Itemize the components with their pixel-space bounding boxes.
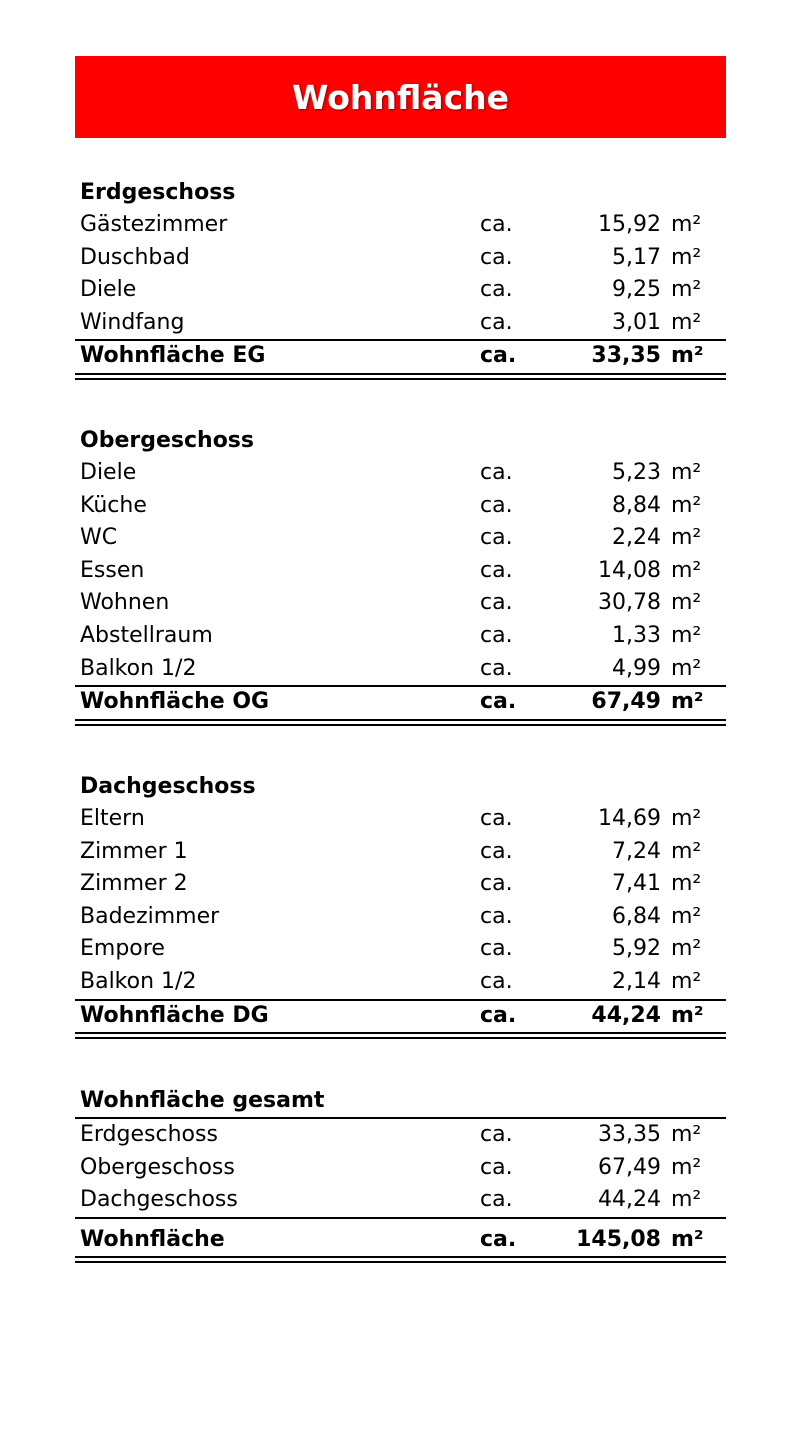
table-row: [75, 966, 726, 999]
approx-label: ca.: [480, 1226, 517, 1252]
area-unit: m²: [671, 968, 702, 994]
floor-name: Erdgeschoss: [80, 1122, 218, 1147]
room-name: Zimmer 1: [80, 838, 188, 864]
area-value: 7,41: [612, 871, 661, 897]
approx-label: ca.: [480, 525, 513, 551]
total-row: [75, 685, 726, 718]
area-unit: m²: [671, 936, 702, 962]
room-name: Windfang: [80, 309, 185, 335]
area-unit: m²: [671, 590, 702, 616]
area-value: 6,84: [612, 903, 661, 929]
table-row: [75, 803, 726, 836]
floor-name: Dachgeschoss: [80, 1187, 238, 1213]
area-unit: m²: [671, 1002, 704, 1028]
approx-label: ca.: [480, 212, 513, 237]
area-unit: m²: [671, 655, 702, 681]
room-name: Balkon 1/2: [80, 968, 197, 994]
area-unit: m²: [671, 343, 704, 369]
area-unit: m²: [671, 492, 702, 518]
approx-label: ca.: [480, 277, 513, 303]
floor-name: Obergeschoss: [80, 1154, 235, 1180]
area-unit: m²: [671, 557, 702, 583]
area-value: 5,23: [612, 460, 661, 485]
approx-label: ca.: [480, 1002, 517, 1028]
approx-label: ca.: [480, 492, 513, 518]
section-heading: Wohnfläche gesamt: [80, 1088, 325, 1113]
total-label: Wohnfläche: [80, 1226, 225, 1252]
table-row: [75, 522, 726, 555]
grand-total-row: [75, 1217, 726, 1255]
area-unit: m²: [671, 525, 702, 551]
table-row: [75, 587, 726, 620]
table-row: [75, 868, 726, 901]
approx-label: ca.: [480, 871, 513, 897]
total-label: Wohnfläche OG: [80, 689, 270, 715]
area-value: 5,17: [612, 244, 661, 270]
area-value: 67,49: [598, 1154, 661, 1180]
room-name: Küche: [80, 492, 147, 518]
section-obergeschoss: [75, 425, 726, 726]
area-value: 3,01: [612, 309, 661, 335]
approx-label: ca.: [480, 590, 513, 616]
area-unit: m²: [671, 806, 702, 831]
room-name: Eltern: [80, 806, 145, 831]
area-unit: m²: [671, 903, 702, 929]
room-name: Empore: [80, 936, 165, 962]
area-unit: m²: [671, 277, 702, 303]
approx-label: ca.: [480, 309, 513, 335]
area-unit: m²: [671, 212, 702, 237]
total-label: Wohnfläche EG: [80, 343, 266, 369]
area-value: 2,14: [612, 968, 661, 994]
room-name: Balkon 1/2: [80, 655, 197, 681]
table-row: [75, 653, 726, 686]
room-name: Diele: [80, 277, 137, 303]
room-name: Badezimmer: [80, 903, 220, 929]
area-unit: m²: [671, 689, 704, 715]
total-value: 67,49: [591, 689, 661, 715]
approx-label: ca.: [480, 806, 513, 831]
total-value: 145,08: [576, 1226, 661, 1252]
area-value: 14,69: [598, 806, 661, 831]
table-row: [75, 1184, 726, 1217]
double-rule: [75, 719, 726, 726]
area-unit: m²: [671, 1226, 704, 1252]
area-value: 8,84: [612, 492, 661, 518]
approx-label: ca.: [480, 968, 513, 994]
area-value: 4,99: [612, 655, 661, 681]
total-value: 33,35: [591, 343, 661, 369]
area-value: 7,24: [612, 838, 661, 864]
table-row: [75, 836, 726, 869]
table-row: [75, 457, 726, 490]
area-unit: m²: [671, 1154, 702, 1180]
area-value: 15,92: [598, 212, 661, 237]
approx-label: ca.: [480, 936, 513, 962]
double-rule: [75, 373, 726, 380]
table-row: [75, 307, 726, 340]
room-name: Abstellraum: [80, 622, 213, 648]
total-row: [75, 999, 726, 1032]
area-unit: m²: [671, 1122, 702, 1147]
total-row: [75, 339, 726, 372]
title-banner: [75, 56, 726, 138]
area-value: 44,24: [598, 1187, 661, 1213]
area-value: 1,33: [612, 622, 661, 648]
area-unit: m²: [671, 838, 702, 864]
page-title: Wohnfläche: [291, 77, 510, 117]
area-unit: m²: [671, 244, 702, 270]
room-name: Zimmer 2: [80, 871, 188, 897]
approx-label: ca.: [480, 460, 513, 485]
approx-label: ca.: [480, 903, 513, 929]
table-row: [75, 1152, 726, 1185]
table-row: [75, 209, 726, 242]
room-name: Diele: [80, 460, 137, 485]
approx-label: ca.: [480, 1154, 513, 1180]
approx-label: ca.: [480, 622, 513, 648]
approx-label: ca.: [480, 557, 513, 583]
approx-label: ca.: [480, 244, 513, 270]
room-name: Duschbad: [80, 244, 190, 270]
section-heading: Erdgeschoss: [80, 180, 236, 205]
table-row: [75, 490, 726, 523]
table-row: [75, 242, 726, 275]
approx-label: ca.: [480, 689, 517, 715]
section-dachgeschoss: [75, 771, 726, 1039]
approx-label: ca.: [480, 838, 513, 864]
area-unit: m²: [671, 460, 702, 485]
room-name: Gästezimmer: [80, 212, 228, 237]
room-name: Essen: [80, 557, 145, 583]
table-row: [75, 620, 726, 653]
area-unit: m²: [671, 871, 702, 897]
area-unit: m²: [671, 622, 702, 648]
approx-label: ca.: [480, 1187, 513, 1213]
table-row: [75, 274, 726, 307]
table-row: [75, 555, 726, 588]
section-heading: Dachgeschoss: [80, 774, 256, 799]
total-value: 44,24: [591, 1002, 661, 1028]
area-unit: m²: [671, 309, 702, 335]
approx-label: ca.: [480, 1122, 513, 1147]
room-name: Wohnen: [80, 590, 170, 616]
double-rule: [75, 1032, 726, 1039]
area-value: 33,35: [598, 1122, 661, 1147]
approx-label: ca.: [480, 343, 517, 369]
table-row: [75, 933, 726, 966]
section-heading: Obergeschoss: [80, 428, 254, 453]
area-value: 14,08: [598, 557, 661, 583]
area-value: 9,25: [612, 277, 661, 303]
room-name: WC: [80, 525, 118, 551]
section-erdgeschoss: [75, 177, 726, 380]
table-row: [75, 901, 726, 934]
section-summary: [75, 1085, 726, 1263]
area-value: 5,92: [612, 936, 661, 962]
approx-label: ca.: [480, 655, 513, 681]
total-label: Wohnfläche DG: [80, 1002, 269, 1028]
area-value: 30,78: [598, 590, 661, 616]
table-row: [75, 1119, 726, 1152]
area-value: 2,24: [612, 525, 661, 551]
area-unit: m²: [671, 1187, 702, 1213]
